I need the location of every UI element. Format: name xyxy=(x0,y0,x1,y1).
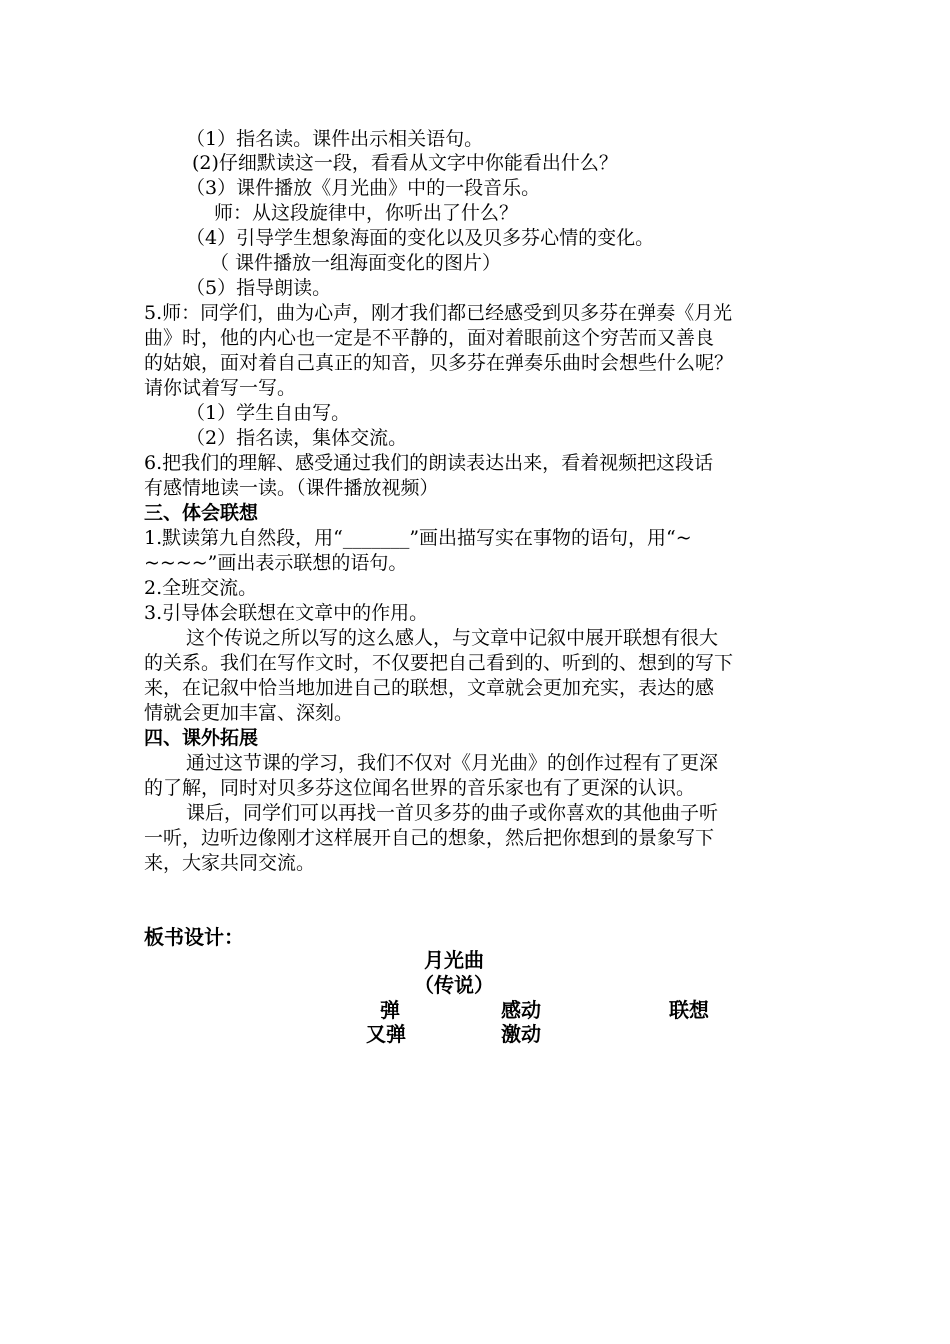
text-line: 的关系。我们在写作文时，不仅要把自己看到的、听到的、想到的写下 xyxy=(144,652,734,674)
section-heading: 四、课外拓展 xyxy=(144,727,259,749)
text-line: （ 课件播放一组海面变化的图片） xyxy=(210,252,502,274)
board-col1-item: 弹 xyxy=(380,998,400,1022)
text-line: 通过这节课的学习，我们不仅对《月光曲》的创作过程有了更深 xyxy=(186,752,719,774)
board-col3-item: 联想 xyxy=(669,998,709,1022)
text-line: （1）指名读。课件出示相关语句。 xyxy=(186,128,484,150)
text-line: 这个传说之所以写的这么感人，与文章中记叙中展开联想有很大 xyxy=(186,627,719,649)
section-heading: 三、体会联想 xyxy=(144,502,259,524)
text-line: （1）学生自由写。 xyxy=(186,402,351,424)
text-line: 有感情地读一读。（课件播放视频） xyxy=(144,477,439,499)
board-title: 月光曲 xyxy=(424,948,484,972)
text-line: 1.默读第九自然段，用“_______”画出描写实在事物的语句，用“~ xyxy=(144,527,692,549)
text-line: 的姑娘，面对着自己真正的知音，贝多芬在弹奏乐曲时会想些什么呢？ xyxy=(144,352,734,374)
text-line: 来，大家共同交流。 xyxy=(144,852,316,874)
text-line: 曲》时，他的内心也一定是不平静的，面对着眼前这个穷苦而又善良 xyxy=(144,327,715,349)
text-line: 的了解，同时对贝多芬这位闻名世界的音乐家也有了更深的认识。 xyxy=(144,777,696,799)
text-line: 情就会更加丰富、深刻。 xyxy=(144,702,354,724)
text-line: （5）指导朗读。 xyxy=(186,277,332,299)
text-line: 2.全班交流。 xyxy=(144,577,258,599)
text-line: 3.引导体会联想在文章中的作用。 xyxy=(144,602,429,624)
text-line: 一听，边听边像刚才这样展开自己的想象，然后把你想到的景象写下 xyxy=(144,827,715,849)
text-line: （3）课件播放《月光曲》中的一段音乐。 xyxy=(186,177,541,199)
text-line: 课后，同学们可以再找一首贝多芬的曲子或你喜欢的其他曲子听 xyxy=(186,802,719,824)
board-col2-item: 激动 xyxy=(501,1022,541,1046)
board-subtitle: （传说） xyxy=(414,973,494,997)
text-line: ~~~~”画出表示联想的语句。 xyxy=(144,552,408,574)
text-line: 请你试着写一写。 xyxy=(144,377,297,399)
text-line: (2)仔细默读这一段，看看从文字中你能看出什么？ xyxy=(192,152,618,174)
text-line: （2）指名读，集体交流。 xyxy=(186,427,408,449)
text-line: （4）引导学生想象海面的变化以及贝多芬心情的变化。 xyxy=(186,227,655,249)
board-design-heading: 板书设计： xyxy=(144,925,244,949)
text-line: 6.把我们的理解、感受通过我们的朗读表达出来，看着视频把这段话 xyxy=(144,452,714,474)
board-col2-item: 感动 xyxy=(501,998,541,1022)
text-line: 来，在记叙中恰当地加进自己的联想，文章就会更加充实，表达的感 xyxy=(144,677,715,699)
text-line: 师：从这段旋律中，你听出了什么？ xyxy=(214,202,519,224)
board-col1-item: 又弹 xyxy=(366,1022,406,1046)
text-line: 5.师：同学们，曲为心声，刚才我们都已经感受到贝多芬在弹奏《月光 xyxy=(144,302,733,324)
